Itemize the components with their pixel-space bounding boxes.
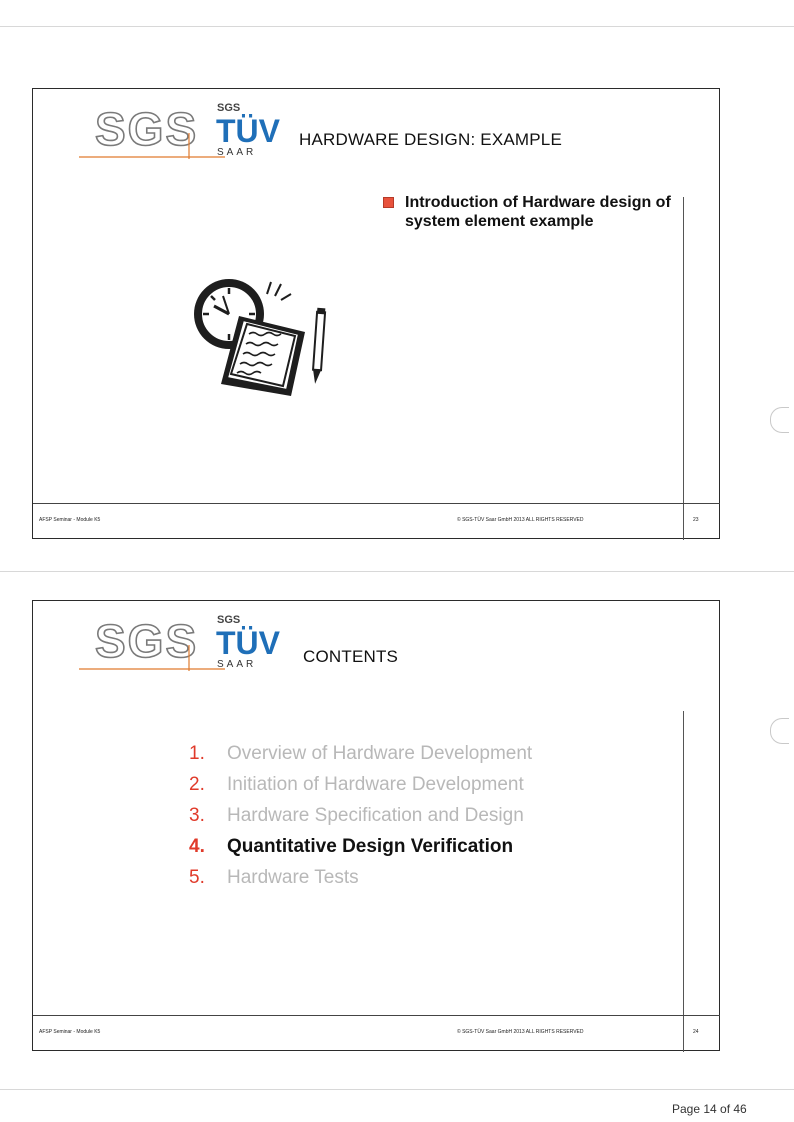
contents-item-label: Quantitative Design Verification xyxy=(227,836,514,857)
binder-hole-1 xyxy=(770,407,789,433)
footer-rule xyxy=(33,1015,720,1016)
sgs-logo xyxy=(77,609,227,671)
contents-item-number: 5. xyxy=(189,867,205,888)
contents-item-label: Hardware Tests xyxy=(227,867,359,888)
slide-number: 24 xyxy=(693,1029,699,1035)
sgs-logo xyxy=(77,97,227,159)
tuv-saar-logo xyxy=(215,99,287,159)
slide-23 xyxy=(32,88,720,539)
right-vertical-rule xyxy=(683,711,684,1052)
footer-copyright: © SGS-TÜV Saar GmbH 2013 ALL RIGHTS RESERVED xyxy=(457,1029,584,1035)
page-bottom-rule xyxy=(0,1089,794,1090)
slide-title: HARDWARE DESIGN: EXAMPLE xyxy=(299,130,562,149)
svg-text:SAAR: SAAR xyxy=(217,659,257,670)
bullet-text: Introduction of Hardware design of system element example xyxy=(405,194,671,230)
right-vertical-rule xyxy=(683,197,684,540)
contents-list xyxy=(189,743,532,898)
contents-item-number: 3. xyxy=(189,805,205,826)
slide-title: CONTENTS xyxy=(303,647,399,666)
svg-text:TÜV: TÜV xyxy=(216,113,280,149)
contents-item-label: Initiation of Hardware Development xyxy=(227,774,524,795)
bullet-square-icon xyxy=(383,197,394,208)
page-middle-rule xyxy=(0,571,794,572)
contents-item xyxy=(189,867,532,898)
contents-item xyxy=(189,743,532,774)
footer-module: AFSP Seminar - Module K5 xyxy=(39,517,101,523)
tuv-saar-logo xyxy=(215,611,287,671)
svg-text:SGS: SGS xyxy=(95,103,199,155)
footer-module: AFSP Seminar - Module K5 xyxy=(39,1029,101,1035)
contents-item-number: 1. xyxy=(189,743,205,764)
contents-item-label: Overview of Hardware Development xyxy=(227,743,533,764)
svg-text:SGS: SGS xyxy=(217,102,241,114)
contents-item xyxy=(189,774,532,805)
contents-item-current xyxy=(189,836,532,867)
clock-documents-pencil-icon xyxy=(187,272,332,397)
slide-number: 23 xyxy=(693,517,699,523)
svg-text:SGS: SGS xyxy=(217,614,241,626)
bullet-item xyxy=(383,193,673,231)
svg-text:SAAR: SAAR xyxy=(217,147,257,158)
svg-text:SGS: SGS xyxy=(95,615,199,667)
footer-copyright: © SGS-TÜV Saar GmbH 2013 ALL RIGHTS RESERVED xyxy=(457,517,584,523)
contents-item-number: 2. xyxy=(189,774,205,795)
contents-item-label: Hardware Specification and Design xyxy=(227,805,524,826)
contents-item-number: 4. xyxy=(189,836,205,857)
contents-item xyxy=(189,805,532,836)
svg-text:TÜV: TÜV xyxy=(216,625,280,661)
binder-hole-2 xyxy=(770,718,789,744)
page-number: Page 14 of 46 xyxy=(672,1102,747,1116)
slide-24 xyxy=(32,600,720,1051)
footer-rule xyxy=(33,503,720,504)
page-top-rule xyxy=(0,26,794,27)
